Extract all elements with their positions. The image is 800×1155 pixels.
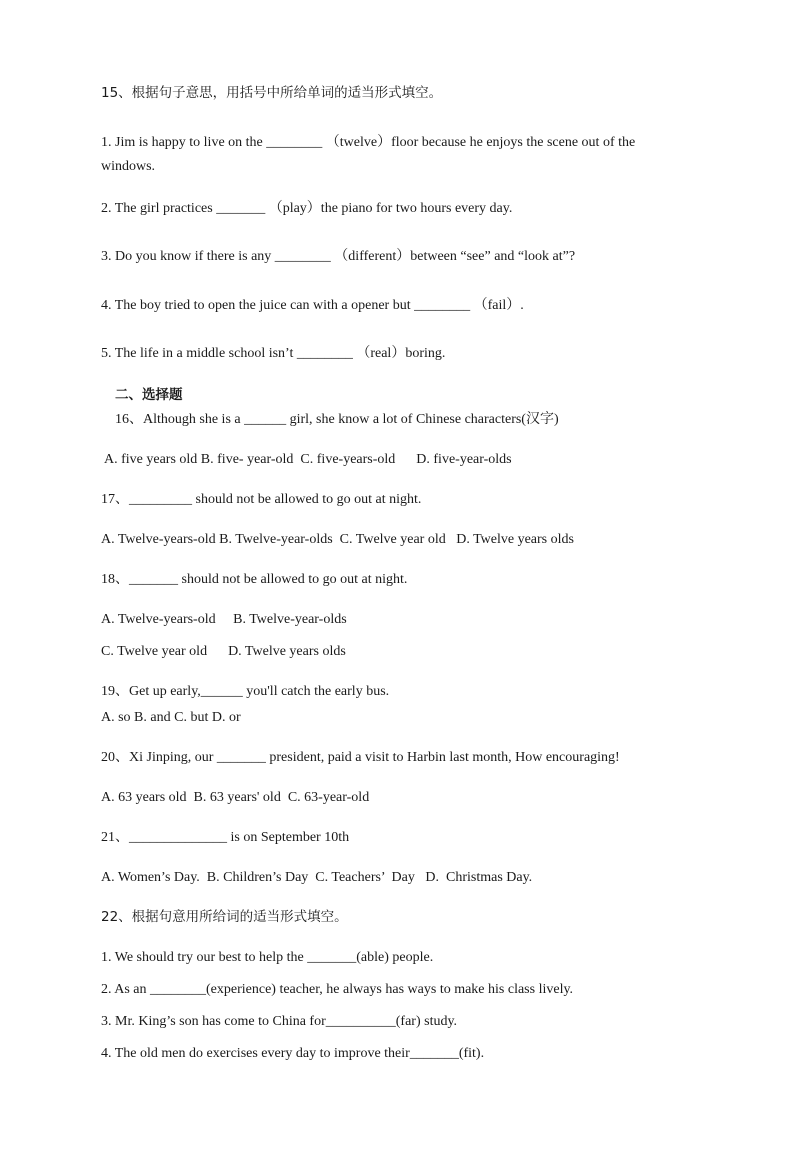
- question-21-options: A. Women’s Day. B. Children’s Day C. Teachers’ Day D. Christmas Day.: [101, 870, 533, 885]
- question-17-options: A. Twelve-years-old B. Twelve-year-olds C. Twelve year old D. Twelve years olds: [101, 532, 574, 547]
- question-22-heading: 22、根据句意用所给词的适当形式填空。: [101, 909, 348, 925]
- q15-item-1-line-2: windows.: [101, 159, 156, 174]
- q15-item-5: 5. The life in a middle school isn’t ________ （real）boring.: [101, 346, 446, 361]
- question-19-options: A. so B. and C. but D. or: [101, 710, 241, 725]
- question-17: 17、_________ should not be allowed to go out at night.: [101, 492, 422, 507]
- question-20: 20、Xi Jinping, our _______ president, paid a visit to Harbin last month, How encouraging!: [101, 750, 620, 765]
- question-16-options: A. five years old B. five- year-old C. five-years-old D. five-year-olds: [104, 452, 512, 467]
- question-21: 21、______________ is on September 10th: [101, 830, 350, 845]
- q22-item-1: 1. We should try our best to help the _______(able) people.: [101, 950, 434, 965]
- q15-item-1-line-1: 1. Jim is happy to live on the ________ （twelve）floor because he enjoys the scene out of the: [101, 135, 636, 150]
- question-15-heading: 15、根据句子意思，用括号中所给单词的适当形式填空。: [101, 85, 443, 101]
- question-18: 18、_______ should not be allowed to go out at night.: [101, 572, 408, 587]
- q22-item-3: 3. Mr. King’s son has come to China for__________(far) study.: [101, 1014, 458, 1029]
- section-heading-multiple-choice: 二、选择题: [115, 387, 183, 403]
- q15-item-2: 2. The girl practices _______ （play）the piano for two hours every day.: [101, 201, 513, 216]
- q15-item-3: 3. Do you know if there is any ________ （different）between “see” and “look at”?: [101, 249, 576, 264]
- question-19: 19、Get up early,______ you'll catch the early bus.: [101, 684, 390, 699]
- question-18-options-row-2: C. Twelve year old D. Twelve years olds: [101, 644, 346, 659]
- question-20-options: A. 63 years old B. 63 years' old C. 63-year-old: [101, 790, 370, 805]
- q22-item-4: 4. The old men do exercises every day to improve their_______(fit).: [101, 1046, 485, 1061]
- question-16: 16、Although she is a ______ girl, she know a lot of Chinese characters(汉字): [115, 412, 559, 427]
- q15-item-4: 4. The boy tried to open the juice can with a opener but ________ （fail）.: [101, 298, 524, 313]
- q22-item-2: 2. As an ________(experience) teacher, he always has ways to make his class lively.: [101, 982, 574, 997]
- question-18-options-row-1: A. Twelve-years-old B. Twelve-year-olds: [101, 612, 347, 627]
